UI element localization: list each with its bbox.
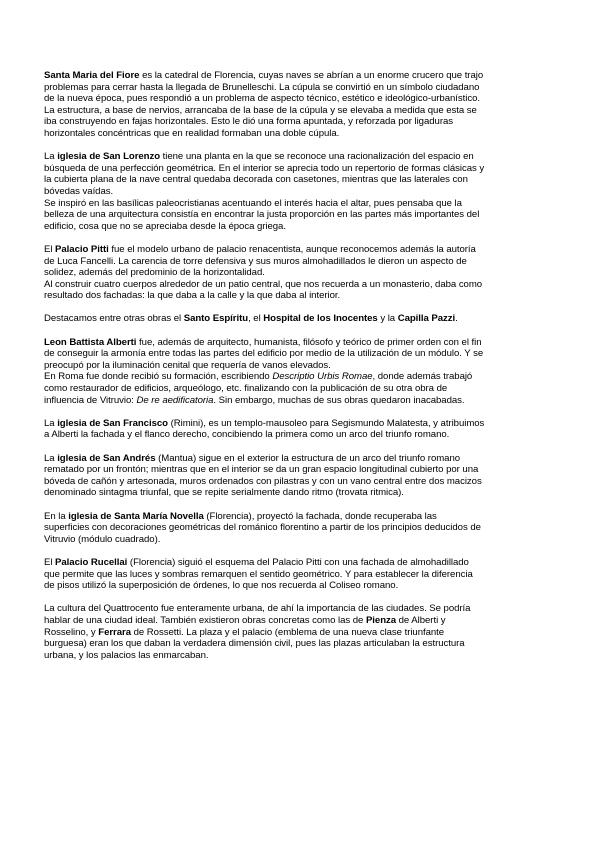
bold-term: iglesia de Santa María Novella bbox=[68, 510, 204, 522]
bold-term: Palacio Pitti bbox=[55, 243, 109, 255]
text-line bbox=[44, 290, 558, 302]
text-run: En Roma fue donde recibió su formación, escribiendo bbox=[44, 371, 273, 383]
paragraph bbox=[44, 313, 558, 325]
bold-term: Leon Battista Alberti bbox=[44, 336, 137, 348]
text-run: . bbox=[455, 313, 458, 325]
text-line bbox=[44, 627, 558, 639]
text-line bbox=[44, 221, 558, 233]
text-run: que permite que las luces y sombras remarquen el sentido geométrico. Y para establecer la diferencia bbox=[44, 568, 473, 580]
text-run: (Florencia) siguió el esquema del Palacio Pitti con una fachada de almohadillado bbox=[127, 556, 469, 568]
text-run: La cultura del Quattrocento fue enteramente urbana, de ahí la importancia de las ciudades. Se podría bbox=[44, 603, 471, 615]
text-run: La bbox=[44, 452, 58, 464]
text-line bbox=[44, 174, 558, 186]
text-run: es la catedral de Florencia, cuyas naves se abrían a un enorme crucero que trajo bbox=[139, 70, 484, 81]
text-run: . Sin embargo, muchas de sus obras quedaron inacabadas. bbox=[213, 394, 465, 406]
bold-term: Capilla Pazzi bbox=[397, 313, 456, 325]
text-run: fue, además de arquitecto, humanista, filósofo y teórico de primer orden con el fin bbox=[136, 336, 482, 348]
italic-title: De re aedificatoria bbox=[136, 394, 214, 406]
text-run: preocupó por la iluminación cenital que requería de vanos elevados. bbox=[44, 359, 331, 371]
text-line bbox=[44, 151, 558, 163]
text-line bbox=[44, 569, 558, 581]
text-line bbox=[44, 395, 558, 407]
text-run: , donde además trabajó bbox=[372, 371, 473, 383]
text-line bbox=[44, 383, 558, 395]
text-run: denominado sintagma triunfal, que se repite serialmente dando ritmo (trovata ritmica). bbox=[44, 487, 404, 499]
text-line bbox=[44, 256, 558, 268]
text-run: Vitruvio (módulo cuadrado). bbox=[44, 533, 161, 545]
bold-term: iglesia de San Francisco bbox=[57, 417, 168, 429]
text-line bbox=[44, 186, 558, 198]
bold-term: iglesia de San Lorenzo bbox=[57, 151, 161, 163]
text-line bbox=[44, 337, 558, 349]
text-run: burguesa) eran los que daban la verdadera dimensión civil, pues las plazas articulaban la estructura bbox=[44, 638, 465, 650]
text-line bbox=[44, 244, 558, 256]
paragraph bbox=[44, 151, 558, 232]
text-run: belleza de una arquitectura consistía en encontrar la justa proporción en las partes más importantes del bbox=[44, 209, 480, 221]
text-run: de Rossetti. La plaza y el palacio (emblema de una nueva clase triunfante bbox=[131, 626, 445, 638]
text-run: resultado dos fachadas: la que daba a la calle y la que daba al interior. bbox=[44, 290, 341, 302]
text-run: La bbox=[44, 151, 58, 163]
bold-term: Santa Maria del Fiore bbox=[44, 70, 140, 81]
bold-term: Ferrara bbox=[98, 626, 131, 638]
text-run: tiene una planta en la que se reconoce una racionalización del espacio en bbox=[160, 151, 474, 163]
text-run: La estructura, a base de nervios, arrancaba de la base de la cúpula y se elevaba a medida que esta se bbox=[44, 104, 477, 116]
text-run: bóvedas vaídas. bbox=[44, 185, 114, 197]
text-line bbox=[44, 429, 558, 441]
text-run: (Mantua) sigue en el exterior la estructura de un arco del triunfo romano bbox=[155, 452, 461, 464]
paragraph bbox=[44, 70, 558, 140]
paragraph bbox=[44, 453, 558, 499]
text-run: de Luca Fancelli. La carencia de torre defensiva y sus muros almohadillados le dieron un aspecto de bbox=[44, 255, 467, 267]
text-line bbox=[44, 105, 558, 117]
text-run: la cubierta plana de la nave central quedaba decorada con casetones, mientras que las laterales con bbox=[44, 174, 468, 186]
text-run: El bbox=[44, 556, 56, 568]
text-run: fue el modelo urbano de palacio renacentista, aunque reconocemos además la autoría bbox=[108, 243, 476, 255]
text-line bbox=[44, 128, 558, 140]
bold-term: Hospital de los Inocentes bbox=[263, 313, 378, 325]
text-line bbox=[44, 82, 558, 94]
text-line bbox=[44, 603, 558, 615]
text-run: hablar de una ciudad ideal. También existieron obras concretas como las de bbox=[44, 614, 366, 626]
paragraph bbox=[44, 511, 558, 546]
text-line bbox=[44, 279, 558, 291]
text-run: horizontales concéntricas que en realidad formaban una doble cúpula. bbox=[44, 127, 340, 139]
bold-term: Palacio Rucellai bbox=[55, 556, 128, 568]
bold-term: iglesia de San Andrés bbox=[57, 452, 156, 464]
text-line bbox=[44, 453, 558, 465]
text-line bbox=[44, 650, 558, 662]
text-run: solidez, además del predominio de la horizontalidad. bbox=[44, 267, 265, 279]
text-line bbox=[44, 116, 558, 128]
text-run: Destacamos entre otras obras el bbox=[44, 313, 184, 325]
bold-term: Pienza bbox=[365, 614, 397, 626]
text-line bbox=[44, 557, 558, 569]
text-run: Al construir cuatro cuerpos alrededor de un patio central, que nos recuerda a un monasterio, daba como bbox=[44, 278, 483, 290]
text-line bbox=[44, 638, 558, 650]
text-run: La bbox=[44, 417, 58, 429]
paragraph bbox=[44, 337, 558, 407]
text-run: iba construyendo en fajas horizontales. Esto le dió una forma apuntada, y reforzada por ligaduras bbox=[44, 116, 454, 128]
text-run: El bbox=[44, 243, 56, 255]
text-run: En la bbox=[44, 510, 69, 522]
text-run: problemas para cerrar hasta la llegada de Brunelleschi. La cúpula se convirtió en un símbolo ciudadano bbox=[44, 81, 480, 93]
text-run: urbana, y los palacios las enmarcaban. bbox=[44, 649, 209, 661]
text-line bbox=[44, 464, 558, 476]
text-run: de conseguir la armonía entre todas las partes del edificio por medio de la utilización de un módulo. Y se bbox=[44, 348, 484, 360]
text-line bbox=[44, 209, 558, 221]
text-line bbox=[44, 580, 558, 592]
italic-title: Descriptio Urbis Romae bbox=[272, 371, 373, 383]
text-line bbox=[44, 93, 558, 105]
text-line bbox=[44, 476, 558, 488]
text-line bbox=[44, 267, 558, 279]
paragraph bbox=[44, 603, 558, 661]
paragraph bbox=[44, 244, 558, 302]
text-run: influencia de Vitruvio: bbox=[44, 394, 137, 406]
document-body bbox=[44, 70, 558, 673]
paragraph bbox=[44, 557, 558, 592]
text-run: de pisos utilizó la superposición de órdenes, lo que nos recuerda al Coliseo romano. bbox=[44, 580, 399, 592]
text-run: a Alberti la fachada y el flanco derecho, concibiendo la primera como un arco del triunfo romano. bbox=[44, 429, 450, 441]
text-run: rematado por un frontón; mientras que en el interior se da un gran espacio longitudinal cubierto por una bbox=[44, 464, 479, 476]
text-run: Rosselino, y bbox=[44, 626, 99, 638]
text-run: (Florencia), proyectó la fachada, donde recuperaba las bbox=[203, 510, 437, 522]
text-line bbox=[44, 198, 558, 210]
text-line bbox=[44, 615, 558, 627]
text-run: como restaurador de edificios, arqueólogo, etc. finalizando con la publicación de su otra obra de bbox=[44, 383, 448, 395]
text-line bbox=[44, 348, 558, 360]
text-line bbox=[44, 534, 558, 546]
paragraph bbox=[44, 418, 558, 441]
text-line bbox=[44, 163, 558, 175]
text-run: edificio, cosa que no se apreciaba desde la época griega. bbox=[44, 220, 286, 232]
text-run: de Alberti y bbox=[396, 614, 446, 626]
text-line bbox=[44, 418, 558, 430]
text-run: superficies con decoraciones geométricas del románico florentino a partir de los principios deducidos de bbox=[44, 522, 481, 534]
bold-term: Santo Espíritu bbox=[183, 313, 249, 325]
text-line bbox=[44, 70, 558, 82]
text-run: de la nueva época, pues respondió a un problema de aspecto técnico, estético e ideológico-urbanístico. bbox=[44, 93, 480, 105]
text-run: bóveda de cañón y artesonada, muros ordenados con pilastras y con un vano central entre dos macizos bbox=[44, 475, 482, 487]
text-run: , el bbox=[248, 313, 264, 325]
text-run: búsqueda de una perfección geométrica. En el interior se aprecia todo un repertorio de formas clásicas y bbox=[44, 162, 485, 174]
text-run: (Rimini), es un templo-mausoleo para Segismundo Malatesta, y atribuimos bbox=[167, 417, 485, 429]
text-run: Se inspiró en las basílicas paleocristianas acentuando el interés hacia el altar, pues pensaba que la bbox=[44, 197, 462, 209]
text-line bbox=[44, 522, 558, 534]
text-line bbox=[44, 487, 558, 499]
text-run: y la bbox=[377, 313, 398, 325]
text-line bbox=[44, 511, 558, 523]
text-line bbox=[44, 371, 558, 383]
text-line bbox=[44, 360, 558, 372]
text-line bbox=[44, 313, 558, 325]
